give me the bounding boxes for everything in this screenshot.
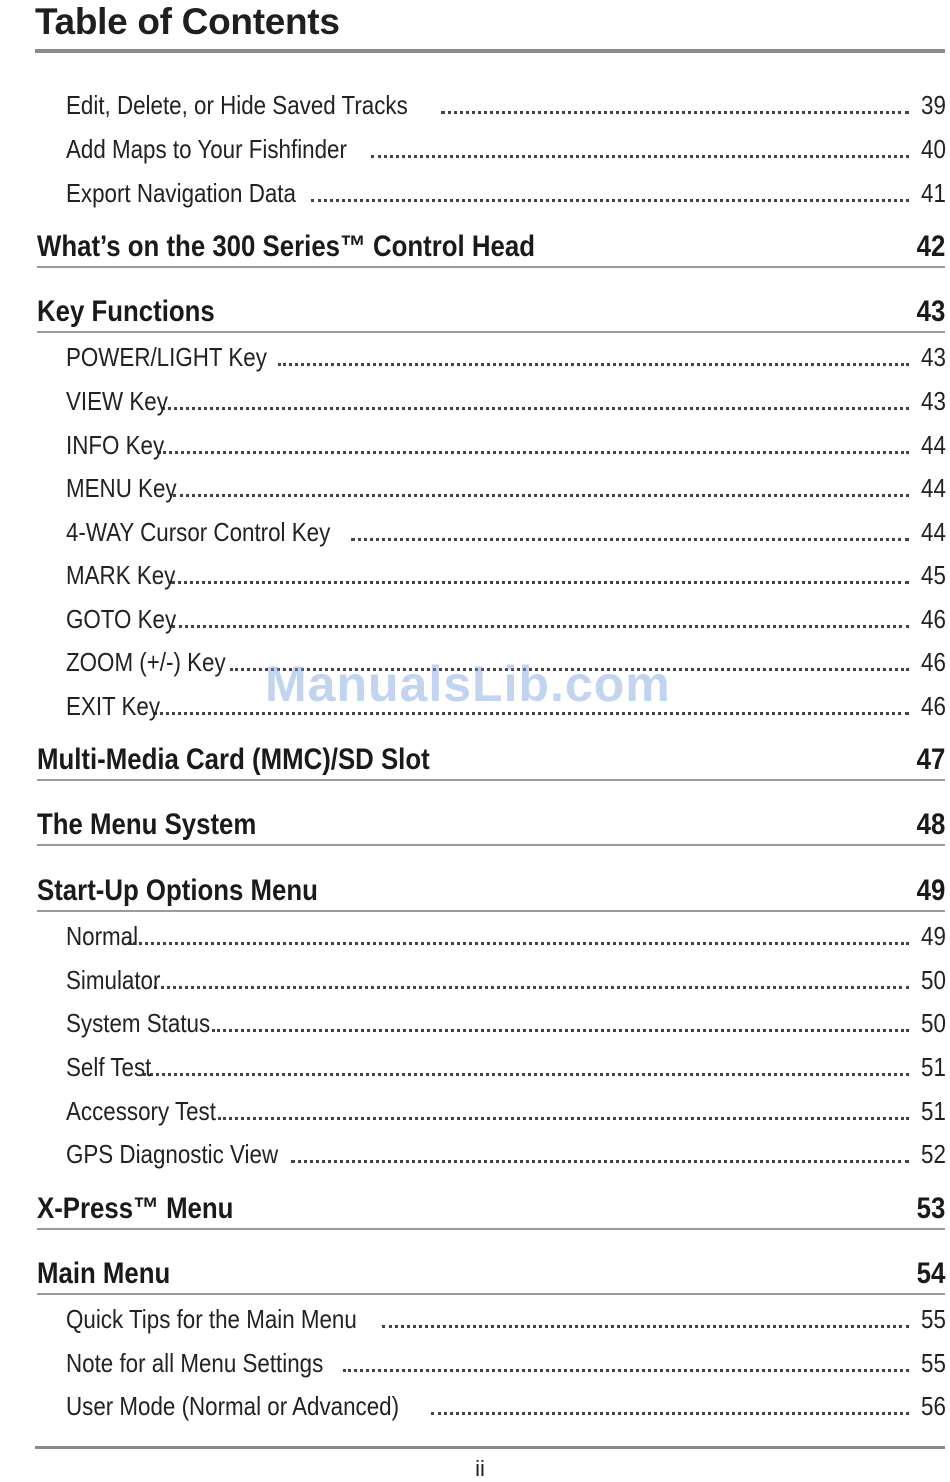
toc-entry-label: INFO Key [66,430,165,460]
toc-entry-label: Self Test [66,1052,152,1082]
dot-leader [172,625,909,628]
dot-leader [351,538,909,541]
toc-section-page: 47 [916,743,945,776]
toc-section-page: 54 [916,1257,945,1290]
toc-entry-page: 50 [921,1008,946,1038]
toc-entry-gps-diagnostic-view[interactable] [66,1135,946,1169]
dot-leader [154,986,909,989]
toc-entry-label: POWER/LIGHT Key [66,342,267,372]
dot-leader [441,111,909,114]
dot-leader [382,1325,909,1328]
toc-section-page: 53 [916,1192,945,1225]
toc-entry-menu-key[interactable] [66,469,946,503]
toc-entry-goto-key[interactable] [66,600,946,634]
toc-entry-exit-key[interactable] [66,687,946,721]
dot-leader [162,407,909,410]
toc-section-main-menu[interactable] [37,1255,945,1295]
dot-leader [171,581,909,584]
toc-entry-label: Quick Tips for the Main Menu [66,1304,357,1334]
toc-entry-page: 51 [921,1096,946,1126]
toc-entry-label: Edit, Delete, or Hide Saved Tracks [66,90,408,120]
toc-section-label: What’s on the 300 Series™ Control Head [37,230,535,263]
dot-leader [311,199,909,202]
toc-section-page: 43 [916,295,945,328]
toc-entry-page: 44 [921,430,946,460]
footer-divider [35,1446,945,1449]
toc-entry-page: 51 [921,1052,946,1082]
toc-entry-system-status[interactable] [66,1004,946,1038]
toc-entry-page: 43 [921,342,946,372]
toc-entry-page: 40 [921,134,946,164]
toc-entry-info-key[interactable] [66,426,946,460]
toc-entry-label: Export Navigation Data [66,178,296,208]
toc-entry-add-maps[interactable] [66,130,946,164]
toc-entry-label: MARK Key [66,560,176,590]
toc-entry-page: 46 [921,647,946,677]
toc-entry-page: 56 [921,1391,946,1421]
toc-entry-self-test[interactable] [66,1048,946,1082]
page-number: ii [475,1456,485,1481]
toc-entry-label: MENU Key [66,473,177,503]
toc-section-mmc-sd-slot[interactable] [37,741,945,781]
toc-section-menu-system[interactable] [37,806,945,846]
toc-entry-label: User Mode (Normal or Advanced) [66,1391,400,1421]
toc-entry-quick-tips[interactable] [66,1300,946,1334]
dot-leader [371,155,909,158]
dot-leader [278,363,910,366]
toc-section-label: X-Press™ Menu [37,1192,234,1225]
toc-section-key-functions[interactable] [37,293,945,333]
toc-entry-label: 4-WAY Cursor Control Key [66,517,331,547]
toc-entry-page: 39 [921,90,946,120]
title-divider [35,49,945,53]
toc-entry-power-light-key[interactable] [66,338,946,372]
toc-entry-user-mode[interactable] [66,1387,946,1421]
page-title: Table of Contents [35,1,340,42]
toc-entry-label: VIEW Key [66,386,168,416]
toc-entry-label: GOTO Key [66,604,177,634]
toc-entry-page: 43 [921,386,946,416]
toc-section-label: Main Menu [37,1257,171,1290]
toc-entry-label: EXIT Key [66,691,161,721]
toc-section-page: 49 [916,874,945,907]
dot-leader [343,1369,909,1372]
toc-section-label: Multi-Media Card (MMC)/SD Slot [37,743,430,776]
toc-entry-note-menu-settings[interactable] [66,1344,946,1378]
toc-entry-page: 44 [921,473,946,503]
toc-entry-export-navigation-data[interactable] [66,174,946,208]
dot-leader [431,1412,909,1415]
toc-entry-edit-delete-hide-tracks[interactable] [66,86,946,120]
toc-entry-normal[interactable] [66,917,946,951]
dot-leader [153,712,909,715]
toc-entry-view-key[interactable] [66,382,946,416]
toc-entry-accessory-test[interactable] [66,1092,946,1126]
toc-entry-label: Add Maps to Your Fishfinder [66,134,347,164]
toc-entry-page: 44 [921,517,946,547]
toc-entry-zoom-key[interactable] [66,643,946,677]
toc-entry-4-way-cursor-key[interactable] [66,513,946,547]
toc-section-page: 42 [916,230,945,263]
watermark: ManualsLib.com [265,656,671,712]
dot-leader [218,1117,909,1120]
toc-entry-page: 46 [921,604,946,634]
dot-leader [291,1160,909,1163]
toc-entry-simulator[interactable] [66,961,946,995]
toc-entry-mark-key[interactable] [66,556,946,590]
toc-section-startup-options-menu[interactable] [37,872,945,912]
toc-entry-page: 41 [921,178,946,208]
toc-entry-label: Normal [66,921,139,951]
toc-section-label: Start-Up Options Menu [37,874,318,907]
toc-entry-label: Note for all Menu Settings [66,1348,324,1378]
toc-entry-label: GPS Diagnostic View [66,1139,279,1169]
toc-entry-page: 46 [921,691,946,721]
dot-leader [230,668,909,671]
toc-entry-page: 50 [921,965,946,995]
toc-entry-page: 55 [921,1304,946,1334]
dot-leader [128,942,909,945]
toc-section-page: 48 [916,808,945,841]
toc-section-control-head[interactable] [37,228,945,268]
dot-leader [158,451,909,454]
toc-entry-label: System Status [66,1008,211,1038]
toc-section-label: The Menu System [37,808,257,841]
dot-leader [173,494,910,497]
dot-leader [143,1073,909,1076]
toc-entry-label: ZOOM (+/-) Key [66,647,226,677]
dot-leader [212,1029,909,1032]
toc-entry-page: 52 [921,1139,946,1169]
toc-entry-label: Simulator [66,965,161,995]
toc-entry-page: 45 [921,560,946,590]
toc-entry-page: 49 [921,921,946,951]
toc-section-label: Key Functions [37,295,215,328]
toc-entry-page: 55 [921,1348,946,1378]
toc-entry-label: Accessory Test [66,1096,216,1126]
toc-section-xpress-menu[interactable] [37,1190,945,1230]
